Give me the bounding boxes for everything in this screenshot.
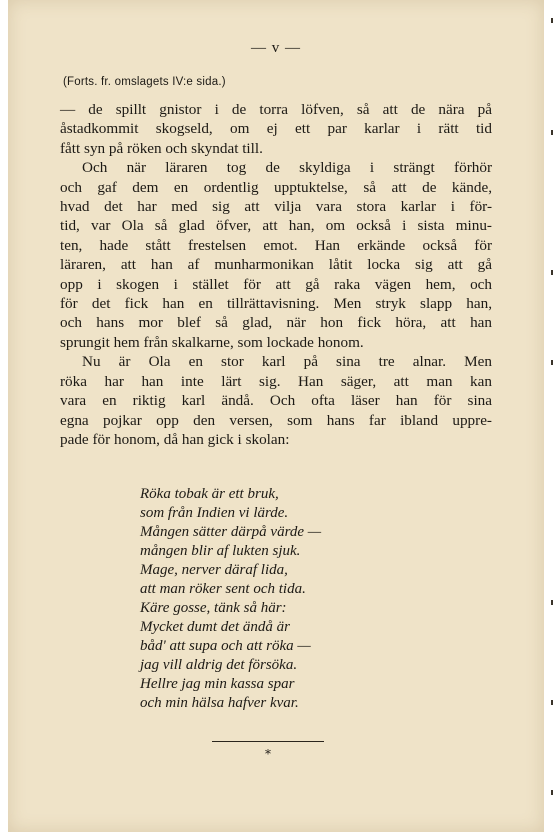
poem-line: mången blir af lukten sjuk. [140,543,301,559]
poem-line: Hellre jag min kassa spar [140,676,295,692]
binding-mark [551,700,553,705]
poem-line: att man röker sent och tida. [140,581,306,597]
binding-mark [551,270,553,275]
text-line: hvad det har med sig att vilja vara stora karlar i för- [60,198,492,216]
text-line: vara en riktig karl ändå. Och ofta läser han för sina [60,392,492,410]
book-page [8,0,544,832]
text-line: pade för honom, då han gick i skolan: [60,430,290,448]
poem-line: Mången sätter därpå värde — [140,524,322,540]
prose-body [60,100,492,449]
binding-mark [551,360,553,365]
text-line: läraren, att han af munharmonikan låtit locka sig att gå [60,256,492,274]
paragraph-3 [60,352,492,449]
binding-mark [551,130,553,135]
asterisk-ornament-icon: ⁎ [265,743,271,757]
poem-line: Käre gosse, tänk så här: [140,600,287,616]
text-line: egna pojkar opp den versen, som hans far ibland uppre- [60,411,492,429]
text-line: för det fick han en tillrättavisning. Men stryk slapp han, [60,295,492,313]
binding-mark [551,18,553,23]
poem-line: båd' att supa och att röka — [140,638,311,654]
poem-line: Mycket dumt det ändå är [140,619,290,635]
text-line: röka har han inte lärt sig. Han säger, att man kan [60,372,492,390]
text-line: sprungit hem från skalkarne, som lockade honom. [60,333,364,351]
poem-line: och min hälsa hafver kvar. [140,695,299,711]
poem-stanza-1 [140,485,321,599]
binding-mark [551,600,553,605]
paragraph-1 [60,100,492,158]
section-divider-rule [212,741,324,742]
page-number: — v — [251,40,301,56]
text-line: ten, hade stått frestelsen emot. Han erkände också för [60,236,492,254]
poem-line: Mage, nerver däraf lida, [140,562,288,578]
text-line: och gaf dem en ordentlig upptuktelse, så att de kände, [60,178,492,196]
poem-line: Röka tobak är ett bruk, [140,486,279,502]
text-line: Och när läraren tog de skyldiga i strängt förhör [82,159,492,177]
scan-margin [544,0,560,832]
text-line: fått syn på röken och skyndat till. [60,139,263,157]
poem-stanza-2 [140,599,311,713]
binding-mark [551,790,553,795]
text-line: opp i skogen i stället för att gå raka vägen hem, och [60,275,492,293]
text-line: — de spillt gnistor i de torra löfven, så att de nära på [60,101,492,118]
poem-line: som från Indien vi lärde. [140,505,289,521]
paragraph-2 [60,158,492,352]
continuation-note: (Forts. fr. omslagets IV:e sida.) [63,76,226,88]
poem-line: jag vill aldrig det försöka. [140,657,298,673]
text-line: åstadkommit skogseld, om ej ett par karlar i rätt tid [60,120,492,138]
text-line: och hans mor blef så glad, när hon fick höra, att han [60,314,492,332]
text-line: tid, var Ola så glad öfver, att han, om också i sista minu- [60,217,492,235]
text-line: Nu är Ola en stor karl på sina tre alnar. Men [82,353,492,371]
